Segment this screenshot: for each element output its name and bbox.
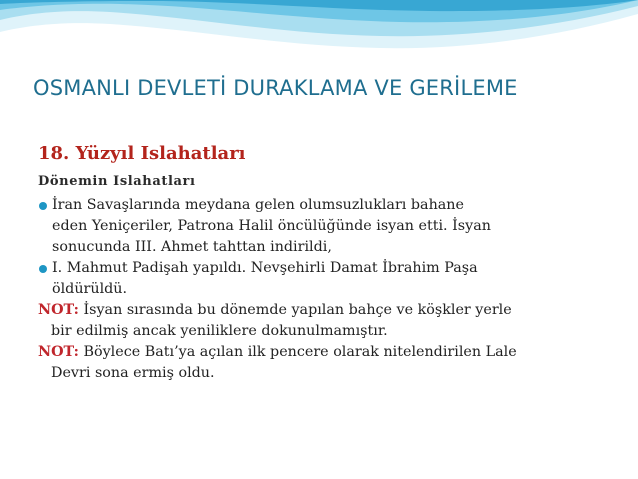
slide-subtitle: 18. Yüzyıl Islahatları — [38, 143, 246, 164]
bullet-icon — [39, 202, 47, 210]
bullet-item — [38, 195, 613, 258]
note-text: Devri sona ermiş oldu. — [51, 365, 215, 381]
slide-title: OSMANLI DEVLETİ DURAKLAMA VE GERİLEME — [33, 76, 518, 100]
bullet-line: öldürüldü. — [52, 281, 128, 297]
bullet-line: sonucunda III. Ahmet tahttan indirildi, — [52, 239, 332, 255]
note-text: Böylece Batı’ya açılan ilk pencere olarak nitelendirilen Lale — [78, 344, 517, 360]
note-item — [38, 342, 613, 384]
note-item — [38, 300, 613, 342]
header-wave-decoration — [0, 0, 638, 70]
bullet-item — [38, 258, 613, 300]
slide-content — [38, 143, 613, 384]
note-label: NOT: — [38, 344, 79, 360]
bullet-icon — [39, 265, 47, 273]
note-label: NOT: — [38, 302, 79, 318]
bullet-line: eden Yeniçeriler, Patrona Halil öncülüğünde isyan etti. İsyan — [52, 218, 491, 234]
note-text: İsyan sırasında bu dönemde yapılan bahçe ve köşkler yerle — [78, 302, 512, 318]
bullet-line: İran Savaşlarında meydana gelen olumsuzlukları bahane — [52, 197, 464, 213]
bullet-line: I. Mahmut Padişah yapıldı. Nevşehirli Damat İbrahim Paşa — [52, 260, 478, 276]
note-text: bir edilmiş ancak yeniliklere dokunulmamıştır. — [51, 323, 388, 339]
section-heading: Dönemin Islahatları — [38, 174, 196, 189]
